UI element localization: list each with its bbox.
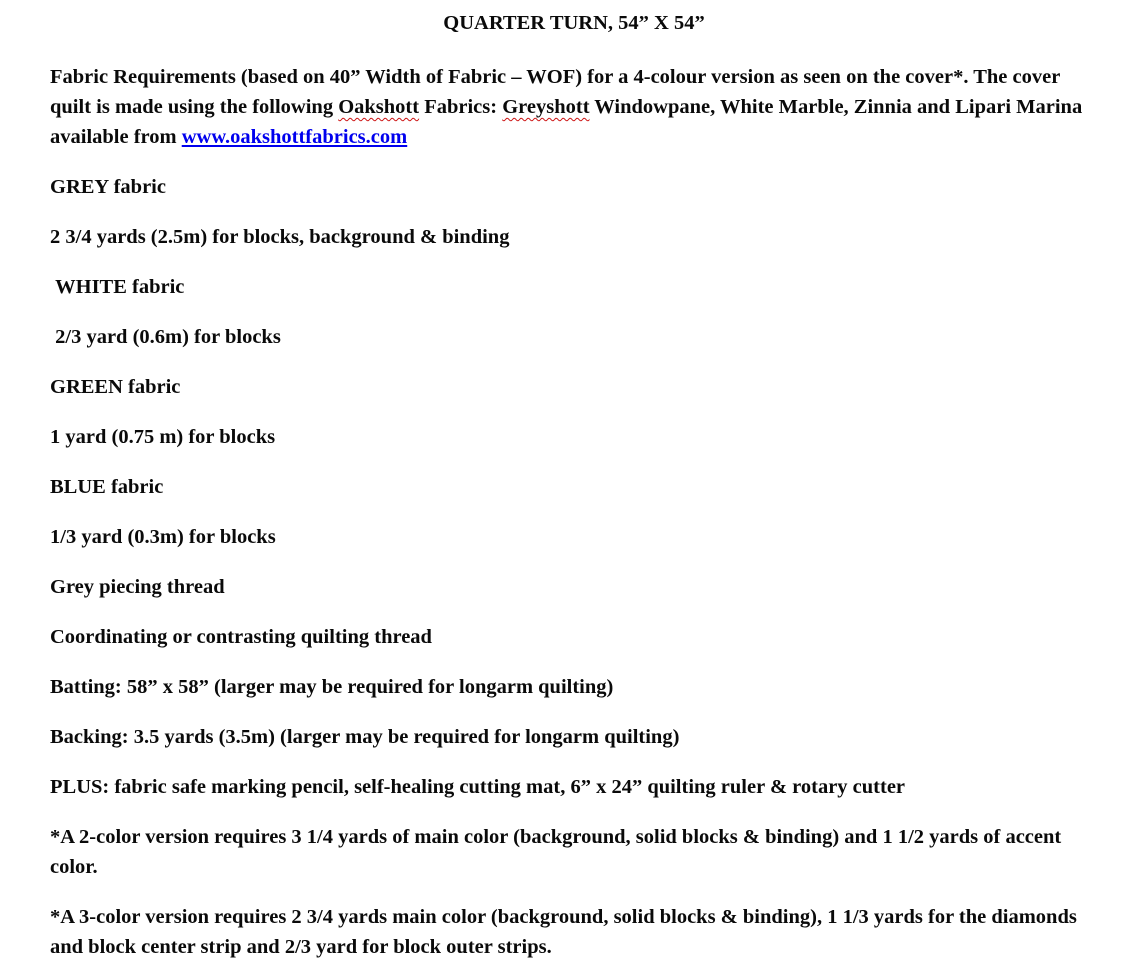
text-run: Windowpane, White Marble, Zinnia and Lipari Marina available from [50,96,1088,148]
paragraph-white-yardage: 2/3 yard (0.6m) for blocks [50,326,281,348]
paragraph-batting: Batting: 58” x 58” (larger may be required for longarm quilting) [50,676,614,698]
paragraph-grey-fabric: GREY fabric [50,176,166,198]
text-run: Fabric Requirements (based on 40” Width of Fabric – WOF) for a 4-colour version as seen on the cover*. The cover quilt is made using the following [50,66,1066,118]
paragraph-plus-tools: PLUS: fabric safe marking pencil, self-healing cutting mat, 6” x 24” quilting ruler & rotary cutter [50,776,906,798]
misspelled-word: Greyshott [502,96,590,118]
paragraph-backing: Backing: 3.5 yards (3.5m) (larger may be required for longarm quilting) [50,726,680,748]
paragraph-3-color-note: *A 3-color version requires 2 3/4 yards main color (background, solid blocks & binding), 1 1/3 yards for the diamonds and block center strip and 2/3 yard for block outer strips. [50,906,1082,958]
paragraph-2-color-note: *A 2-color version requires 3 1/4 yards of main color (background, solid blocks & binding) and 1 1/2 yards of accent color. [50,826,1067,878]
intro-paragraph [50,62,1098,152]
paragraph-green-yardage: 1 yard (0.75 m) for blocks [50,426,276,448]
paragraph-grey-yardage: 2 3/4 yards (2.5m) for blocks, background & binding [50,226,510,248]
paragraph-blue-yardage: 1/3 yard (0.3m) for blocks [50,526,276,548]
paragraph-white-fabric: WHITE fabric [50,276,185,298]
paragraph-green-fabric: GREEN fabric [50,376,181,398]
misspelled-word: Oakshott [338,96,420,118]
oakshottfabrics-link[interactable]: www.oakshottfabrics.com [181,126,408,148]
text-run: Fabrics: [419,96,503,118]
paragraph-piecing-thread: Grey piecing thread [50,576,225,598]
page-title: QUARTER TURN, 54” X 54” [443,12,705,34]
paragraph-quilting-thread: Coordinating or contrasting quilting thread [50,626,432,648]
paragraph-blue-fabric: BLUE fabric [50,476,164,498]
